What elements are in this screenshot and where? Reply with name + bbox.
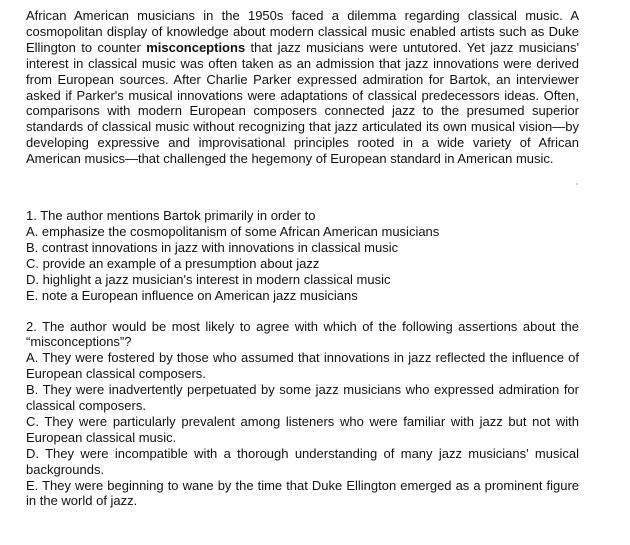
- question-2: [26, 319, 579, 510]
- passage-emphasis: misconceptions: [146, 39, 246, 55]
- passage-text-before: African American musicians in the 1950s faced a dilemma regarding classical music. A cosmopolitan display of knowledge about modern classical music enabled artists such as Duke Ellington to counter: [26, 8, 579, 55]
- question-1-option-a: A. emphasize the cosmopolitanism of some African American musicians: [26, 223, 440, 239]
- question-1-option-b: B. contrast innovations in jazz with innovations in classical music: [26, 239, 399, 255]
- document-page: [26, 8, 579, 509]
- question-1: [26, 208, 579, 303]
- scan-artifact-dot: [576, 183, 578, 185]
- question-1-option-d: D. highlight a jazz musician's interest in modern classical music: [26, 271, 391, 287]
- question-2-stem: 2. The author would be most likely to agree with which of the following assertions about the “misconceptions”?: [26, 318, 579, 350]
- question-2-option-a: A. They were fostered by those who assumed that innovations in jazz reflected the influence of European classical composers.: [26, 350, 579, 382]
- question-2-option-b: B. They were inadvertently perpetuated by some jazz musicians who expressed admiration for classical composers.: [26, 382, 579, 414]
- reading-passage: [26, 8, 579, 167]
- question-2-option-d: D. They were incompatible with a thorough understanding of many jazz musicians' musical backgrounds.: [26, 445, 579, 477]
- passage-text-after: that jazz musicians were untutored. Yet jazz musicians' interest in classical music was often taken as an admission that jazz innovations were derived from European sources. After Charlie Parker expressed admiration for Bartok, an interviewer asked if Parker's musical innovations were adaptations of classical predecessors ideas. Often, comparisons with modern European composers connected jazz to the presumed superior standards of classical music without recognizing that jazz articulated its own musical vision—by developing expressive and improvisational principles rooted in a wide variety of African American musics—that challenged the hegemony of European standard in American music.: [26, 39, 579, 167]
- question-1-option-e: E. note a European influence on American jazz musicians: [26, 287, 358, 303]
- question-2-option-c: C. They were particularly prevalent among listeners who were familiar with jazz but not with European classical music.: [26, 413, 579, 445]
- question-2-option-e: E. They were beginning to wane by the time that Duke Ellington emerged as a prominent figure in the world of jazz.: [26, 477, 579, 509]
- question-1-option-c: C. provide an example of a presumption about jazz: [26, 255, 320, 271]
- question-1-stem: 1. The author mentions Bartok primarily in order to: [26, 208, 316, 224]
